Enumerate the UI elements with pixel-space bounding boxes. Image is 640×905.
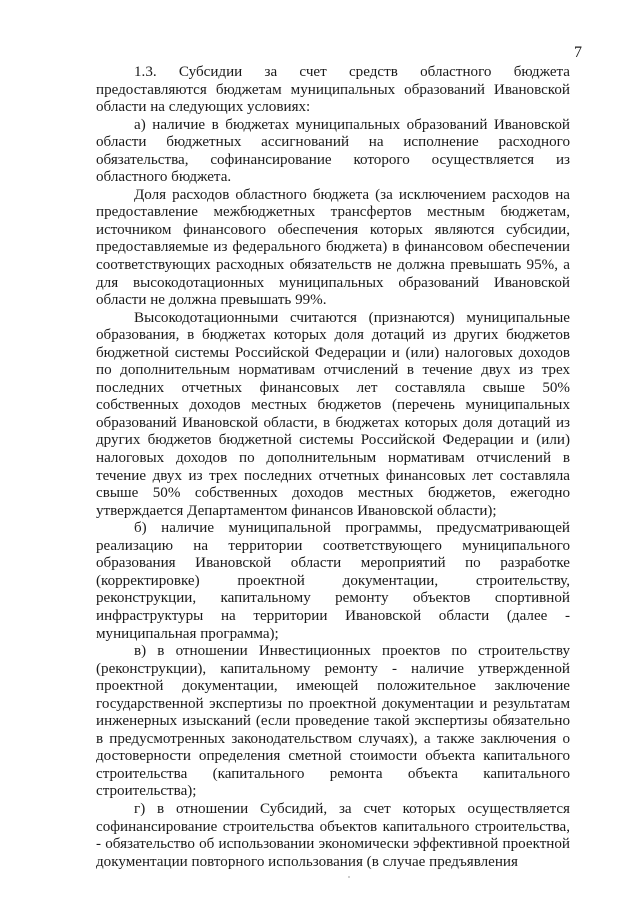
paragraph-condition-g: г) в отношении Субсидий, за счет которых осуществляется софинансирование строительства объектов капитального строительства, - обязательство об использовании экономически эффективной проектной документации повторного использования (в случае предъявления: [96, 800, 570, 870]
paragraph-budget-share: Доля расходов областного бюджета (за исключением расходов на предоставление межбюджетных трансфертов местным бюджетам, источником финансового обеспечения которых являются субсидии, предоставляемые из федерального бюджета) в финансовом обеспечении соответствующих расходных обязательств не должна превышать 95%, а для высокодотационных муниципальных образований Ивановской области не должна превышать 99%.: [96, 186, 570, 309]
document-body: [96, 64, 570, 871]
scan-speck: [348, 876, 350, 878]
paragraph-high-subsidy-definition: Высокодотационными считаются (признаются) муниципальные образования, в бюджетах которых доля дотаций из других бюджетов бюджетной системы Российской Федерации и (или) налоговых доходов по дополнительным нормативам отчислений в течение двух из трех последних отчетных финансовых лет составляла свыше 50% собственных доходов местных бюджетов (перечень муниципальных образований Ивановской области, в бюджетах которых доля дотаций из других бюджетов бюджетной системы Российской Федерации и (или) налоговых доходов по дополнительным нормативам отчислений в течение двух из трех последних отчетных финансовых лет составляла свыше 50% собственных доходов местных бюджетов, ежегодно утверждается Департаментом финансов Ивановской области);: [96, 309, 570, 519]
paragraph-condition-v: в) в отношении Инвестиционных проектов по строительству (реконструкции), капитальному ремонту - наличие утвержденной проектной документации, имеющей положительное заключение государственной экспертизы по проектной документации и результатам инженерных изысканий (если проведение такой экспертизы обязательно в предусмотренных законодательством случаях), а также заключения о достоверности определения сметной стоимости объекта капитального строительства (капитального ремонта объекта капитального строительства);: [96, 643, 570, 800]
paragraph-condition-b: б) наличие муниципальной программы, предусматривающей реализацию на территории соответствующего муниципального образования Ивановской области мероприятий по разработке (корректировке) проектной документации, строительству, реконструкции, капитальному ремонту объектов спортивной инфраструктуры на территории Ивановской области (далее - муниципальная программа);: [96, 520, 570, 642]
page-number: 7: [574, 44, 582, 61]
paragraph-1-3-intro: 1.3. Субсидии за счет средств областного бюджета предоставляются бюджетам муниципальных образований Ивановской области на следующих условиях:: [96, 64, 570, 116]
paragraph-condition-a: а) наличие в бюджетах муниципальных образований Ивановской области бюджетных ассигнований на исполнение расходного обязательства, софинансирование которого осуществляется из областного бюджета.: [96, 116, 570, 186]
